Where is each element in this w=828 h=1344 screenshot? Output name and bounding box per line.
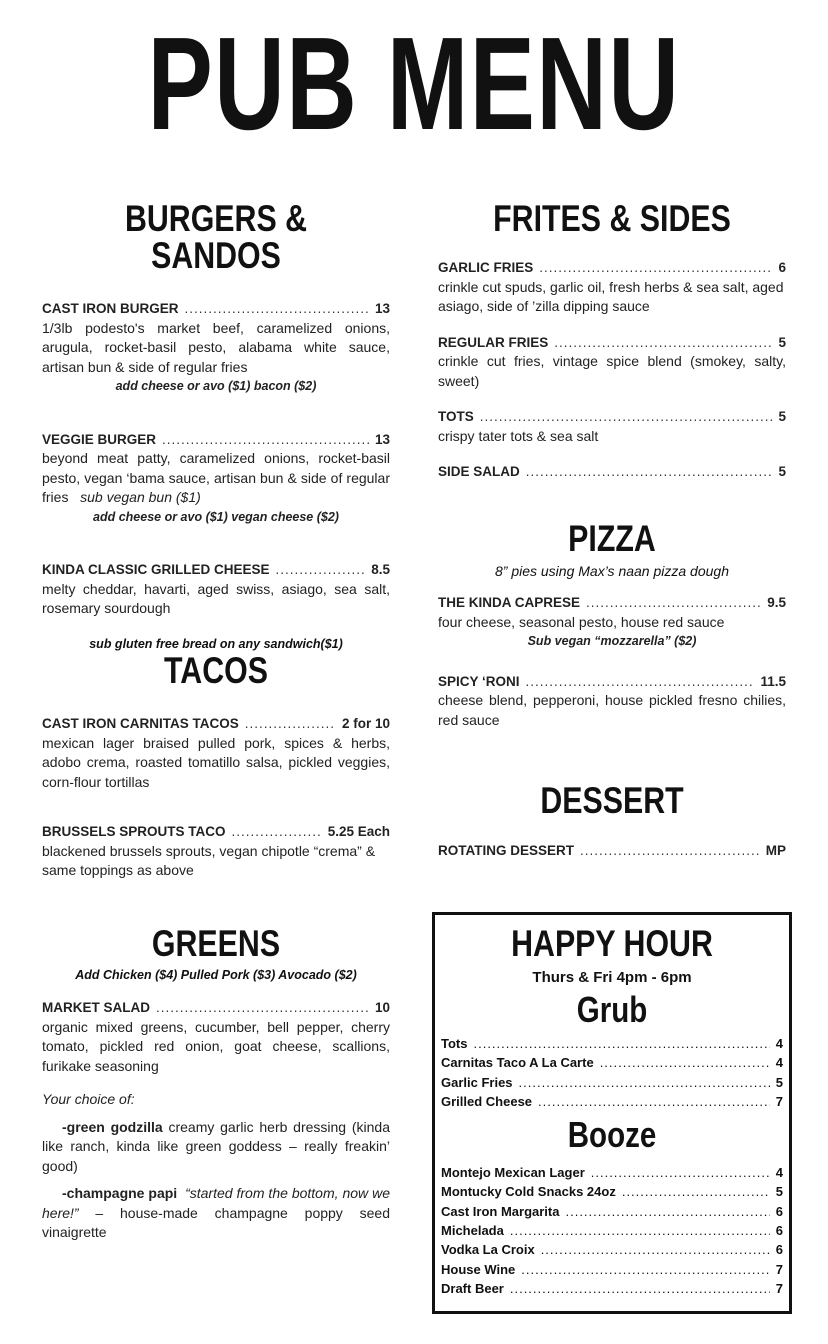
pizza-section xyxy=(438,520,786,730)
menu-item xyxy=(438,593,786,652)
tacos-heading: TACOS xyxy=(164,650,268,691)
item-name: Michelada xyxy=(441,1223,504,1239)
item-price: 4 xyxy=(775,1055,783,1071)
leader-dots xyxy=(276,560,366,580)
leader-dots xyxy=(156,998,369,1018)
booze-list xyxy=(435,1163,789,1298)
dressing-label: Your choice of: xyxy=(42,1091,135,1107)
item-price: 5 xyxy=(778,464,786,479)
happy-hour-heading: HAPPY HOUR xyxy=(511,923,713,964)
burgers-section xyxy=(42,200,390,651)
item-name: Montejo Mexican Lager xyxy=(441,1165,585,1181)
item-name: Vodka La Croix xyxy=(441,1242,535,1258)
greens-heading: GREENS xyxy=(151,923,281,964)
item-price: 6 xyxy=(775,1242,783,1258)
item-price: 11.5 xyxy=(760,673,786,689)
menu-item xyxy=(42,998,390,1076)
item-name: Draft Beer xyxy=(441,1280,504,1296)
item-desc: four cheese, seasonal pesto, house red sauce xyxy=(438,613,725,630)
item-desc: blackened brussels sprouts, vegan chipotle “crema” & same toppings as above xyxy=(42,842,376,878)
list-item xyxy=(435,1073,789,1092)
leader-dots xyxy=(580,841,760,861)
menu-item xyxy=(42,560,390,619)
item-desc: melty cheddar, havarti, aged swiss, asiago, sea salt, rosemary sourdough xyxy=(42,580,390,616)
grub-heading: Grub xyxy=(576,989,648,1030)
dessert-section xyxy=(438,782,786,861)
item-name: CAST IRON CARNITAS TACOS xyxy=(42,716,239,731)
menu-item xyxy=(42,430,390,528)
leader-dots xyxy=(473,1034,769,1053)
dressing-desc: creamy garlic herb dressing (kinda like ranch, kinda like green goddess – really freakin’ good) xyxy=(42,1118,390,1174)
item-name: Grilled Cheese xyxy=(441,1093,533,1109)
item-desc: organic mixed greens, cucumber, bell pepper, cherry tomato, pickled red onion, goat cheese, scallions, furikake seasoning xyxy=(42,1018,390,1074)
pizza-heading: PIZZA xyxy=(568,518,656,559)
list-item xyxy=(435,1034,789,1053)
item-name: CAST IRON BURGER xyxy=(42,301,179,316)
item-price: 6 xyxy=(775,1223,783,1239)
list-item xyxy=(435,1092,789,1111)
menu-item xyxy=(42,714,390,792)
leader-dots xyxy=(565,1202,769,1221)
item-name: SPICY ‘RONI xyxy=(438,673,520,689)
item-name: TOTS xyxy=(438,409,474,424)
leader-dots xyxy=(538,1092,770,1111)
item-price: 9.5 xyxy=(767,595,786,610)
menu-title: PUB MENU xyxy=(147,10,681,157)
booze-heading: Booze xyxy=(567,1114,657,1156)
item-desc: mexican lager braised pulled pork, spices & herbs, adobo crema, roasted tomatillo salsa, pickled veggies, corn-flour tortillas xyxy=(42,734,390,790)
dressing-option xyxy=(42,1184,390,1243)
menu-item xyxy=(438,333,786,392)
item-desc-option: sub vegan bun ($1) xyxy=(80,489,201,505)
tacos-section xyxy=(42,652,390,881)
grub-list xyxy=(435,1034,789,1111)
dressing-name: -champagne papi xyxy=(62,1185,178,1201)
item-name: Garlic Fries xyxy=(441,1074,513,1090)
item-name: ROTATING DESSERT xyxy=(438,843,575,858)
item-price: 7 xyxy=(775,1093,783,1109)
leader-dots xyxy=(600,1053,770,1072)
item-name: Carnitas Taco A La Carte xyxy=(441,1055,594,1071)
menu-item xyxy=(438,672,786,731)
frites-heading: FRITES & SIDES xyxy=(493,198,731,239)
item-price: 5 xyxy=(775,1074,783,1090)
item-note: add cheese or avo ($1) bacon ($2) xyxy=(115,379,317,393)
list-item xyxy=(435,1202,789,1221)
leader-dots xyxy=(526,672,755,692)
list-item xyxy=(435,1221,789,1240)
greens-addons: Add Chicken ($4) Pulled Pork ($3) Avocado ($2) xyxy=(75,968,357,982)
item-price: 13 xyxy=(374,431,390,447)
list-item xyxy=(435,1053,789,1072)
leader-dots xyxy=(185,299,369,319)
leader-dots xyxy=(591,1163,770,1182)
item-name: THE KINDA CAPRESE xyxy=(438,595,581,610)
item-price: 5 xyxy=(778,409,786,424)
item-note: add cheese or avo ($1) vegan cheese ($2) xyxy=(93,509,339,524)
happy-hour-time: Thurs & Fri 4pm - 6pm xyxy=(532,969,692,986)
menu-item xyxy=(438,258,786,317)
item-name: MARKET SALAD xyxy=(42,1000,150,1015)
leader-dots xyxy=(554,333,772,353)
dressing-quote: “started from the bottom, now we here!” xyxy=(42,1185,390,1221)
item-name: House Wine xyxy=(441,1261,516,1277)
item-price: 6 xyxy=(778,260,786,275)
item-note: Sub vegan “mozzarella” ($2) xyxy=(527,634,697,648)
item-price: 7 xyxy=(775,1261,783,1277)
item-desc: beyond meat patty, caramelized onions, rocket-basil pesto, vegan ‘bama sauce, artisan bun & side of regular fries xyxy=(42,450,390,505)
item-price: 4 xyxy=(775,1036,783,1051)
leader-dots xyxy=(510,1221,770,1240)
gluten-free-note: sub gluten free bread on any sandwich($1) xyxy=(89,636,343,651)
dessert-heading: DESSERT xyxy=(540,780,684,821)
list-item xyxy=(435,1279,789,1298)
frites-section xyxy=(438,200,786,482)
leader-dots xyxy=(232,822,322,842)
item-price: 2 for 10 xyxy=(341,716,390,731)
leader-dots xyxy=(622,1182,770,1201)
item-name: Tots xyxy=(441,1036,468,1051)
menu-item xyxy=(438,841,786,861)
item-desc: crinkle cut spuds, garlic oil, fresh herbs & sea salt, aged asiago, side of ’zilla dipping sauce xyxy=(438,278,784,314)
menu-item xyxy=(42,299,390,397)
leader-dots xyxy=(541,1240,770,1259)
list-item xyxy=(435,1182,789,1201)
item-price: 5.25 Each xyxy=(327,824,390,839)
leader-dots xyxy=(586,593,761,613)
list-item xyxy=(435,1240,789,1259)
leader-dots xyxy=(521,1260,769,1279)
menu-item xyxy=(438,462,786,482)
item-name: REGULAR FRIES xyxy=(438,334,549,350)
item-desc: cheese blend, pepperoni, house pickled fresno chilies, red sauce xyxy=(438,692,786,728)
leader-dots xyxy=(519,1073,770,1092)
greens-section xyxy=(42,925,390,1243)
item-desc: crinkle cut fries, vintage spice blend (smokey, salty, sweet) xyxy=(438,353,786,389)
item-price: 8.5 xyxy=(371,562,390,577)
item-desc: crispy tater tots & sea salt xyxy=(438,427,599,444)
dressing-desc: – house-made champagne poppy seed vinaigrette xyxy=(42,1204,390,1240)
leader-dots xyxy=(510,1279,770,1298)
pizza-subtitle: 8” pies using Max’s naan pizza dough xyxy=(494,563,729,579)
leader-dots xyxy=(480,407,773,427)
item-price: 10 xyxy=(374,1000,390,1015)
item-price: 5 xyxy=(775,1184,783,1200)
dressing-option xyxy=(42,1118,390,1177)
leader-dots xyxy=(539,258,772,278)
menu-item xyxy=(438,407,786,446)
leader-dots xyxy=(526,462,773,482)
item-price: 7 xyxy=(775,1280,783,1296)
menu-item xyxy=(42,822,390,881)
happy-hour-box xyxy=(432,912,792,1314)
list-item xyxy=(435,1260,789,1279)
item-name: KINDA CLASSIC GRILLED CHEESE xyxy=(42,562,270,577)
leader-dots xyxy=(162,430,369,450)
item-name: Cast Iron Margarita xyxy=(441,1203,560,1219)
item-name: VEGGIE BURGER xyxy=(42,431,157,447)
item-price: MP xyxy=(765,843,786,858)
item-name: GARLIC FRIES xyxy=(438,260,534,275)
item-name: Montucky Cold Snacks 24oz xyxy=(441,1184,616,1200)
dressing-name: -green godzilla xyxy=(62,1118,163,1135)
item-price: 13 xyxy=(374,301,390,316)
burgers-heading: BURGERS & SANDOS xyxy=(124,198,308,276)
item-name: BRUSSELS SPROUTS TACO xyxy=(42,824,226,839)
leader-dots xyxy=(245,714,336,734)
list-item xyxy=(435,1163,789,1182)
item-price: 5 xyxy=(778,334,786,350)
item-price: 4 xyxy=(775,1165,783,1181)
item-name: SIDE SALAD xyxy=(438,464,520,479)
item-desc: 1/3lb podesto's market beef, caramelized onions, arugula, rocket-basil pesto, alabama white sauce, artisan bun & side of regular fries xyxy=(42,319,390,375)
item-price: 6 xyxy=(775,1203,783,1219)
